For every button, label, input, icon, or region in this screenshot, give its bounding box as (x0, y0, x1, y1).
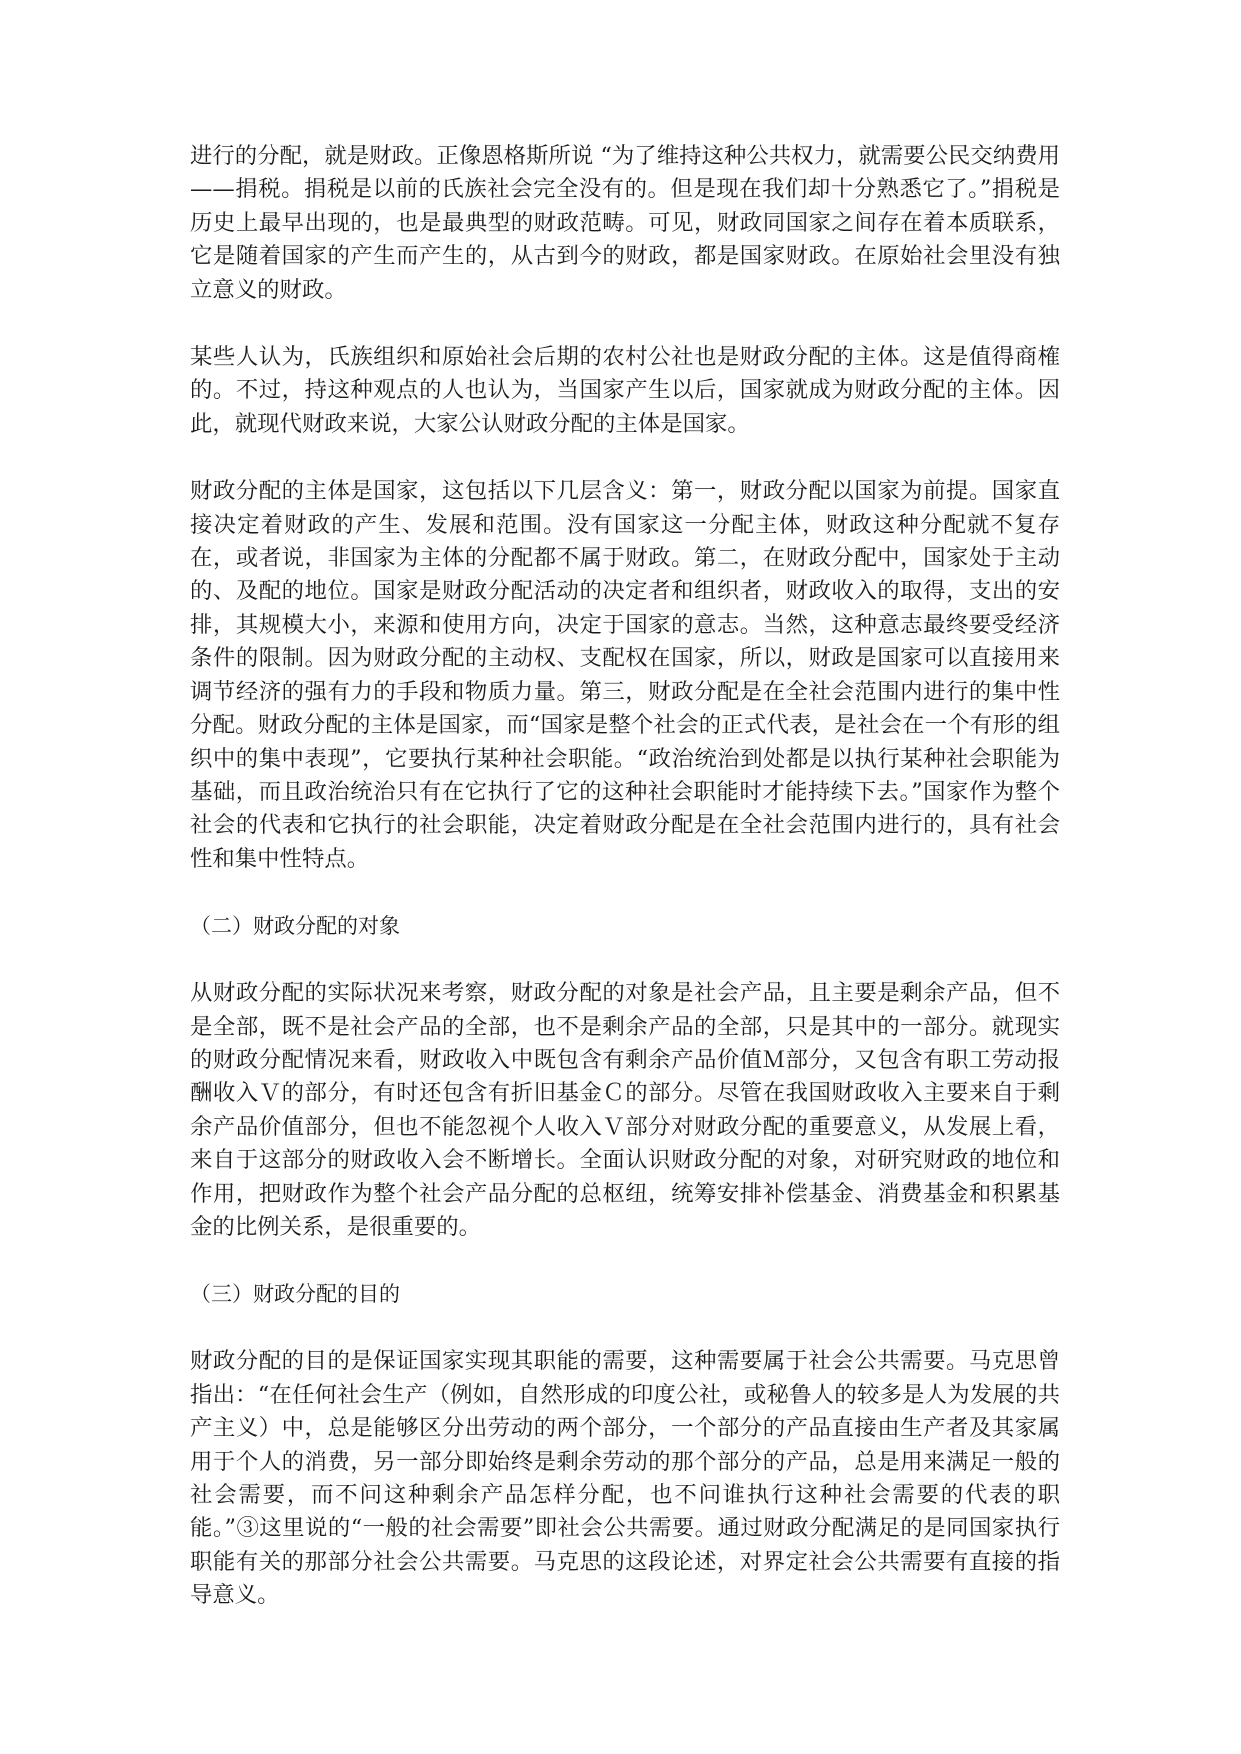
paragraph-distribution-subject-debate: 某些人认为，氏族组织和原始社会后期的农村公社也是财政分配的主体。这是值得商榷的。不过，持这种观点的人也认为，当国家产生以后，国家就成为财政分配的主体。因此，就现代财政来说，大家公认财政分配的主体是国家。 (190, 344, 1060, 437)
document-page (190, 140, 1060, 1647)
paragraph-state-finance-origin: 进行的分配，就是财政。正像恩格斯所说 “为了维持这种公共权力，就需要公民交纳费用——捐税。捐税是以前的氏族社会完全没有的。但是现在我们却十分熟悉它了。”捐税是历史上最早出现的，也是最典型的财政范畴。可见，财政同国家之间存在着本质联系，它是随着国家的产生而产生的，从古到今的财政，都是国家财政。在原始社会里没有独立意义的财政。 (190, 143, 1060, 303)
section-heading-purpose: （三）财政分配的目的 (190, 1282, 400, 1307)
paragraph-distribution-object: 从财政分配的实际状况来考察，财政分配的对象是社会产品，且主要是剩余产品，但不是全部，既不是社会产品的全部，也不是剩余产品的全部，只是其中的一部分。就现实的财政分配情况来看，财政收入中既包含有剩余产品价值Ｍ部分，又包含有职工劳动报酬收入Ｖ的部分，有时还包含有折旧基金Ｃ的部分。尽管在我国财政收入主要来自于剩余产品价值部分，但也不能忽视个人收入Ｖ部分对财政分配的重要意义，从发展上看，来自于这部分的财政收入会不断增长。全面认识财政分配的对象，对研究财政的地位和作用，把财政作为整个社会产品分配的总枢纽，统筹安排补偿基金、消费基金和积累基金的比例关系，是很重要的。 (190, 980, 1060, 1240)
section-heading-object: （二）财政分配的对象 (190, 914, 400, 939)
paragraph-distribution-purpose: 财政分配的目的是保证国家实现其职能的需要，这种需要属于社会公共需要。马克思曾指出：“在任何社会生产（例如，自然形成的印度公社，或秘鲁人的较多是人为发展的共产主义）中，总是能够区分出劳动的两个部分，一个部分的产品直接由生产者及其家属用于个人的消费，另一部分即始终是剩余劳动的那个部分的产品，总是用来满足一般的社会需要，而不问这种剩余产品怎样分配，也不问谁执行这种社会需要的代表的职能。”③这里说的“一般的社会需要”即社会公共需要。通过财政分配满足的是同国家执行职能有关的那部分社会公共需要。马克思的这段论述，对界定社会公共需要有直接的指导意义。 (190, 1348, 1060, 1609)
paragraph-state-as-subject: 财政分配的主体是国家，这包括以下几层含义：第一，财政分配以国家为前提。国家直接决定着财政的产生、发展和范围。没有国家这一分配主体，财政这种分配就不复存在，或者说，非国家为主体的分配都不属于财政。第二，在财政分配中，国家处于主动的、及配的地位。国家是财政分配活动的决定者和组织者，财政收入的取得，支出的安排，其规模大小，来源和使用方向，决定于国家的意志。当然，这种意志最终要受经济条件的限制。因为财政分配的主动权、支配权在国家，所以，财政是国家可以直接用来调节经济的强有力的手段和物质力量。第三，财政分配是在全社会范围内进行的集中性分配。财政分配的主体是国家，而“国家是整个社会的正式代表，是社会在一个有形的组织中的集中表现”，它要执行某种社会职能。“政治统治到处都是以执行某种社会职能为基础，而且政治统治只有在它执行了它的这种社会职能时才能持续下去。”国家作为整个社会的代表和它执行的社会职能，决定着财政分配是在全社会范围内进行的，具有社会性和集中性特点。 (190, 478, 1060, 872)
